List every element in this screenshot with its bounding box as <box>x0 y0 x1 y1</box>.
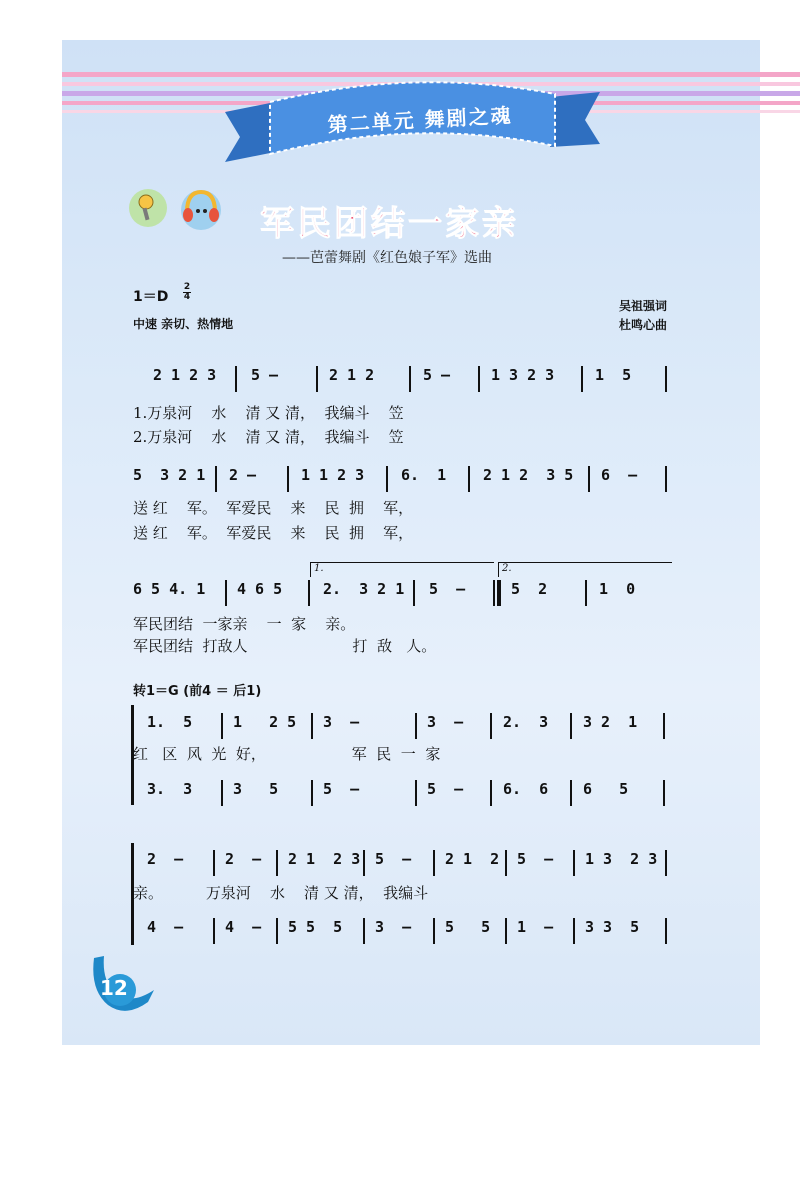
measure: 3 – <box>323 713 360 731</box>
system2-notes <box>133 466 673 492</box>
barline <box>505 850 507 876</box>
system3-lyric-1: 军民团结 一家亲 一 家 亲。 <box>133 615 356 633</box>
barline <box>287 466 289 492</box>
barline <box>663 713 665 739</box>
measure: 5 3 2 1 <box>133 466 206 484</box>
measure: 2 1 2 3 <box>153 366 217 384</box>
measure: 5 – <box>323 780 360 798</box>
measure: 6. 6 <box>503 780 549 798</box>
barline <box>308 580 310 606</box>
repeat-barline-thick <box>497 580 501 606</box>
measure: 3 – <box>375 918 412 936</box>
barline <box>490 713 492 739</box>
measure: 1 1 2 3 <box>301 466 365 484</box>
barline <box>276 918 278 944</box>
barline <box>409 366 411 392</box>
barline <box>570 713 572 739</box>
barline <box>665 366 667 392</box>
song-subtitle: ——芭蕾舞剧《红色娘子军》选曲 <box>282 250 492 266</box>
barline <box>490 780 492 806</box>
barline <box>433 850 435 876</box>
key-signature: 1＝D <box>133 289 169 305</box>
measure: 1 0 <box>599 580 636 598</box>
barline <box>363 850 365 876</box>
barline <box>311 713 313 739</box>
barline <box>478 366 480 392</box>
measure: 4 – <box>147 918 184 936</box>
measure: 2 – <box>147 850 184 868</box>
system4-upper-notes <box>133 713 673 739</box>
system3-lyric-2: 军民团结 打敌人 打 敌 人。 <box>133 637 437 655</box>
song-title: 军民团结一家亲 <box>260 204 519 244</box>
measure: 5 – <box>423 366 451 384</box>
volta-second-ending: 2. <box>498 562 672 577</box>
measure: 2 1 2 <box>329 366 375 384</box>
measure: 6 5 <box>583 780 629 798</box>
measure: 5 – <box>517 850 554 868</box>
measure: 2 1 2 3 5 <box>483 466 574 484</box>
system5-lyric: 亲。 万泉河 水 清 又 清， 我编斗 <box>133 884 429 902</box>
barline <box>468 466 470 492</box>
barline <box>225 580 227 606</box>
barline <box>665 850 667 876</box>
time-signature <box>183 283 191 302</box>
measure: 4 6 5 <box>237 580 283 598</box>
composer-credit: 杜鸣心曲 <box>618 318 667 332</box>
lyricist-credit: 吴祖强词 <box>618 299 667 313</box>
barline <box>221 713 223 739</box>
system5-upper-notes <box>133 850 673 876</box>
barline <box>276 850 278 876</box>
barline <box>413 580 415 606</box>
measure: 5 5 5 <box>288 918 343 936</box>
barline <box>311 780 313 806</box>
measure: 5 – <box>427 780 464 798</box>
measure: 2 1 2 3 <box>288 850 361 868</box>
barline <box>235 366 237 392</box>
measure: 4 – <box>225 918 262 936</box>
measure: 6 5 4. 1 <box>133 580 206 598</box>
barline <box>573 918 575 944</box>
barline <box>505 918 507 944</box>
barline <box>415 780 417 806</box>
system5-lower-notes <box>133 918 673 944</box>
measure: 5 – <box>251 366 279 384</box>
system4-lyric: 红 区 风 光 好， 军 民 一 家 <box>133 745 441 763</box>
system3-notes <box>133 580 673 606</box>
barline <box>316 366 318 392</box>
measure: 3 3 5 <box>585 918 640 936</box>
barline <box>665 918 667 944</box>
barline <box>415 713 417 739</box>
barline <box>663 780 665 806</box>
barline <box>213 850 215 876</box>
measure: 1. 5 <box>147 713 193 731</box>
measure: 2 – <box>225 850 262 868</box>
measure: 5 – <box>429 580 466 598</box>
system2-lyric-2: 送 红 军。 军爱民 来 民 拥 军， <box>133 524 414 542</box>
barline <box>585 580 587 606</box>
measure: 1 3 2 3 <box>585 850 658 868</box>
time-bottom: 4 <box>183 292 191 302</box>
measure: 3. 3 <box>147 780 193 798</box>
system2-lyric-1: 送 红 军。 军爱民 来 民 拥 军， <box>133 499 414 517</box>
system4-lower-notes <box>133 780 673 806</box>
measure: 2. 3 2 1 <box>323 580 405 598</box>
system1-lyric-2: 2.万泉河 水 清 又 清， 我编斗 笠 <box>133 428 404 446</box>
barline <box>363 918 365 944</box>
unit-banner-text: 第二单元 舞剧之魂 <box>327 103 514 137</box>
barline <box>433 918 435 944</box>
measure: 6. 1 <box>401 466 447 484</box>
barline <box>581 366 583 392</box>
volta-first-ending: 1. <box>310 562 494 577</box>
measure: 1 – <box>517 918 554 936</box>
measure: 5 5 <box>445 918 491 936</box>
measure: 5 2 <box>511 580 548 598</box>
measure: 5 – <box>375 850 412 868</box>
measure: 1 3 2 3 <box>491 366 555 384</box>
tempo-marking: 中速 亲切、热情地 <box>133 317 234 331</box>
measure: 6 – <box>601 466 638 484</box>
barline <box>573 850 575 876</box>
barline <box>215 466 217 492</box>
measure: 2 – <box>229 466 257 484</box>
barline <box>665 466 667 492</box>
barline <box>221 780 223 806</box>
measure: 3 – <box>427 713 464 731</box>
measure: 3 5 <box>233 780 279 798</box>
repeat-barline <box>493 580 495 606</box>
system1-lyric-1: 1.万泉河 水 清 又 清， 我编斗 笠 <box>133 404 404 422</box>
system1-notes <box>133 366 673 392</box>
measure: 1 5 <box>595 366 632 384</box>
barline <box>588 466 590 492</box>
time-top: 2 <box>183 282 191 292</box>
measure: 1 2 5 <box>233 713 297 731</box>
page-number: 12 <box>100 976 128 1000</box>
modulation-marking: 转1＝G (前4 ＝ 后1) <box>133 684 262 699</box>
barline <box>570 780 572 806</box>
barline <box>213 918 215 944</box>
headphones-icon <box>178 186 224 232</box>
barline <box>386 466 388 492</box>
measure: 2. 3 <box>503 713 549 731</box>
measure: 3 2 1 <box>583 713 638 731</box>
microphone-icon <box>128 188 168 228</box>
measure: 2 1 2 <box>445 850 500 868</box>
